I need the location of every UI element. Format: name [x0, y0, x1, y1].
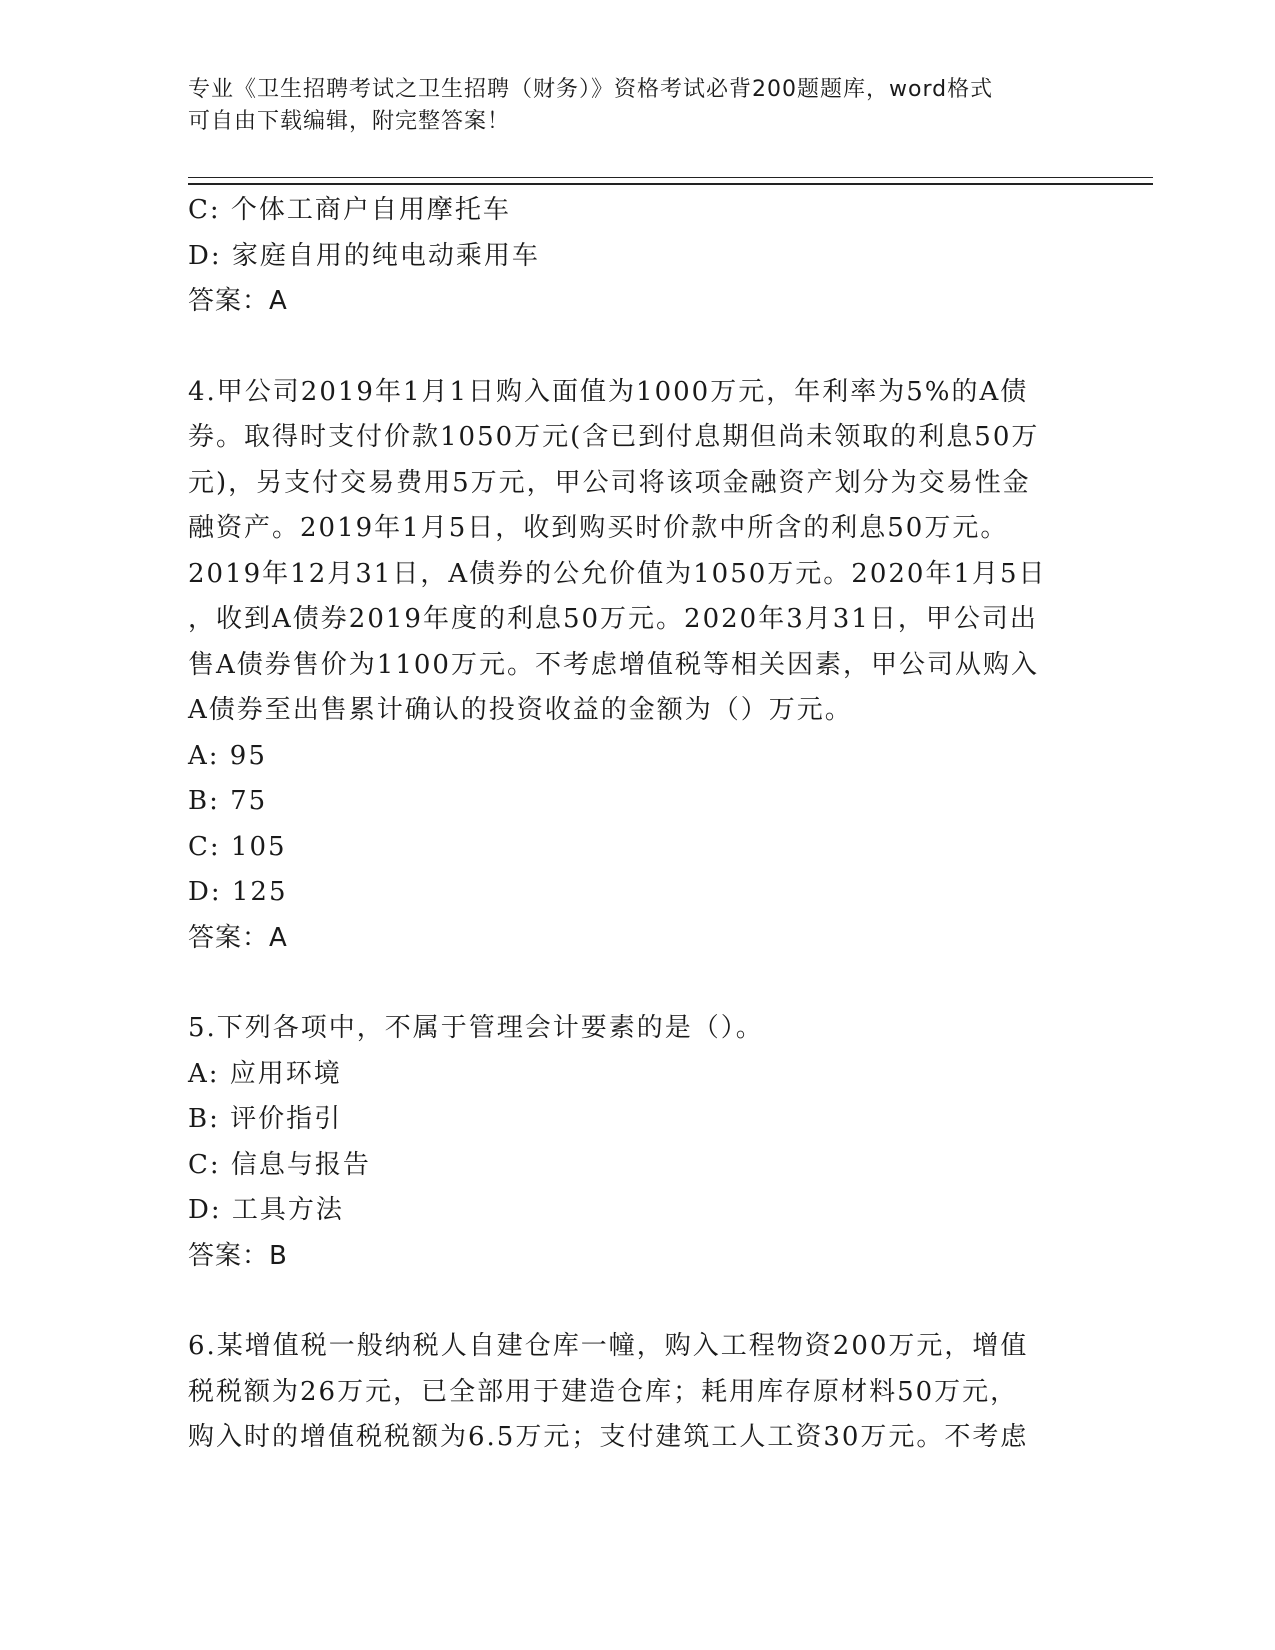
question-stem: 5.下列各项中，不属于管理会计要素的是（）。 [188, 1013, 764, 1043]
option-c: C: 105 [188, 831, 287, 862]
stem-line: 券。取得时支付价款1050万元(含已到付息期但尚未领取的利息50万 [188, 422, 1040, 452]
stem-line: 6.某增值税一般纳税人自建仓库一幢，购入工程物资200万元，增值 [188, 1331, 1029, 1361]
option-a: A: 应用环境 [188, 1058, 342, 1089]
header-divider-thick [188, 183, 1153, 185]
spacer [188, 1279, 1088, 1324]
header-divider-thin [188, 177, 1153, 178]
question-stem [188, 1324, 1068, 1461]
stem-line: 购入时的增值税税额为6.5万元；支付建筑工人工资30万元。不考虑 [188, 1422, 1029, 1452]
question-5 [188, 1006, 1088, 1279]
spacer [188, 961, 1088, 1006]
stem-line: 元)，另支付交易费用5万元，甲公司将该项金融资产划分为交易性金 [188, 467, 1031, 498]
question-stem [188, 370, 1068, 734]
document-header-title [188, 74, 1068, 138]
option-a: A: 95 [188, 740, 267, 771]
stem-line: 融资产。2019年1月5日，收到购买时价款中所含的利息50万元。 [188, 513, 1009, 543]
option-d: D: 家庭自用的纯电动乘用车 [188, 240, 540, 271]
answer-line: 答案：A [188, 286, 288, 316]
document-body [188, 188, 1088, 1461]
stem-line: 售A债券售价为1100万元。不考虑增值税等相关因素，甲公司从购入 [188, 649, 1039, 680]
stem-line: ，收到A债券2019年度的利息50万元。2020年3月31日，甲公司出 [188, 604, 1038, 634]
option-d: D: 工具方法 [188, 1195, 344, 1225]
stem-line: 4.甲公司2019年1月1日购入面值为1000万元，年利率为5%的A债 [188, 376, 1029, 407]
question-6 [188, 1324, 1088, 1461]
header-title-line-2: 可自由下载编辑，附完整答案！ [188, 109, 511, 134]
stem-line: 2019年12月31日，A债券的公允价值为1050万元。2020年1月5日 [188, 558, 1047, 589]
answer-line: 答案：A [188, 922, 288, 953]
stem-line: 税税额为26万元，已全部用于建造仓库；耗用库存原材料50万元， [188, 1376, 1019, 1407]
question-4 [188, 370, 1088, 962]
option-c: C: 信息与报告 [188, 1149, 371, 1180]
option-d: D: 125 [188, 877, 288, 907]
option-b: B: 评价指引 [188, 1104, 343, 1134]
question-3 [188, 188, 1088, 325]
header-title-line-1: 专业《卫生招聘考试之卫生招聘（财务）》资格考试必背200题题库，word格式 [188, 77, 994, 102]
option-b: B: 75 [188, 786, 268, 816]
stem-line: A债券至出售累计确认的投资收益的金额为（）万元。 [188, 695, 853, 725]
answer-line: 答案：B [188, 1240, 288, 1271]
spacer [188, 325, 1088, 370]
option-c: C: 个体工商户自用摩托车 [188, 195, 511, 225]
